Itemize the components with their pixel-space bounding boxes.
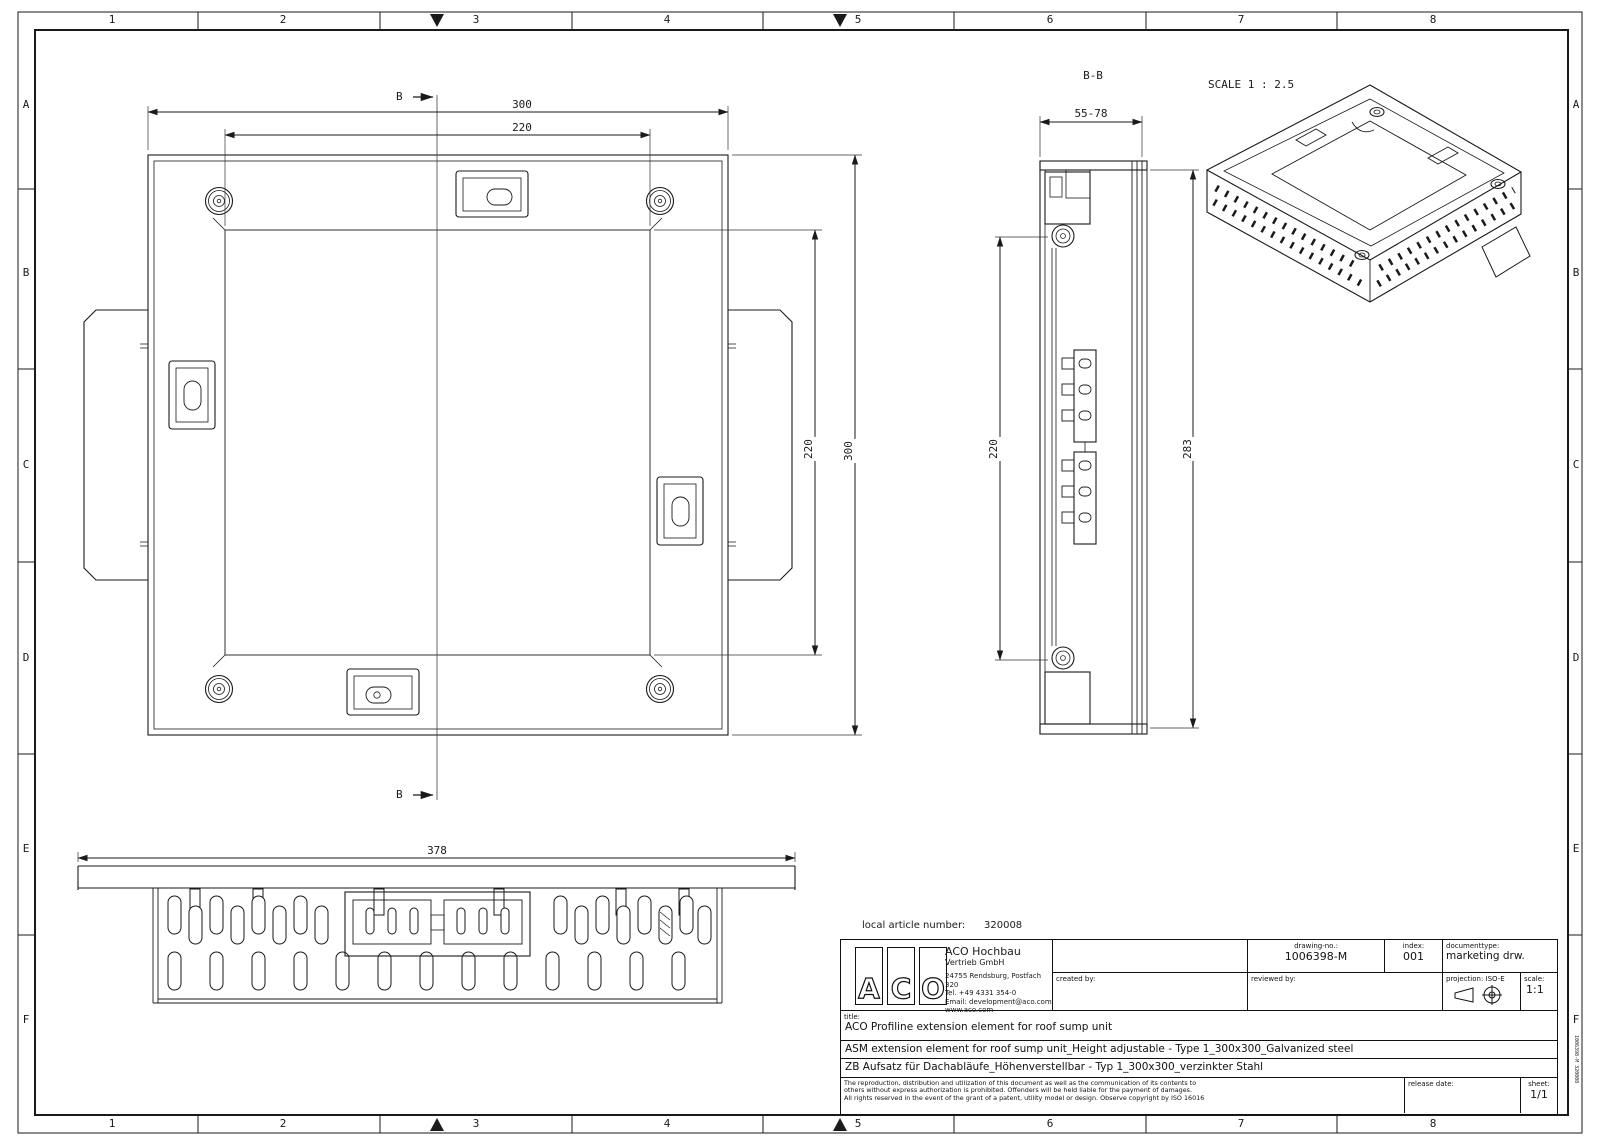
- section-arrows: [413, 97, 433, 795]
- dim-378-bottom: 378: [427, 844, 447, 857]
- col-label-top-2: 2: [279, 13, 287, 26]
- doctype-cell: [1443, 940, 1557, 973]
- bottom-view-perforations: [168, 889, 711, 990]
- right-tab: [657, 477, 703, 545]
- title-label: title:: [844, 1013, 861, 1021]
- col-label-bot-7: 7: [1237, 1117, 1245, 1130]
- projection-symbol-icon: [1452, 985, 1512, 1007]
- disclaimer-line-1: The reproduction, distribution and utilization of this document as well as the communication of its contents to: [844, 1079, 1197, 1087]
- plot-stamp: 1006398-M 320008: [1573, 1035, 1579, 1084]
- disclaimer-line-2: others without express authorization is prohibited. Offenders will be held liable for the payment of damages.: [844, 1086, 1192, 1095]
- section-title: B-B: [1083, 69, 1103, 82]
- iso-scale-note: SCALE 1 : 2.5: [1208, 78, 1295, 91]
- col-label-top-4: 4: [663, 13, 671, 26]
- section-dim-lines: [995, 116, 1199, 728]
- section-view: [1040, 161, 1147, 734]
- reviewed-by-label: reviewed by:: [1251, 975, 1296, 983]
- release-date-label: release date:: [1408, 1080, 1454, 1088]
- row-label-right-b: B: [1572, 266, 1580, 279]
- title-line-1: ACO Profiline extension element for roof sump unit: [845, 1021, 1113, 1033]
- doctype-label: documenttype:: [1446, 942, 1500, 950]
- row-label-right-c: C: [1572, 458, 1580, 471]
- drawing-no-cell: [1248, 940, 1385, 973]
- index-cell: [1385, 940, 1443, 973]
- col-label-top-7: 7: [1237, 13, 1245, 26]
- plan-dim-lines: [148, 106, 862, 735]
- row-label-left-e: E: [22, 842, 30, 855]
- aco-logo: [855, 947, 947, 1005]
- section-label-bottom: B: [396, 788, 403, 801]
- title-block: [840, 939, 1558, 1115]
- top-tab: [456, 171, 528, 217]
- company-cell: [841, 940, 1053, 1014]
- reviewed-by-cell: [1248, 973, 1443, 1011]
- left-flange: [84, 310, 148, 580]
- dim-220-section: 220: [987, 439, 1000, 459]
- article-number-label: local article number:: [862, 920, 966, 931]
- doctype-value: marketing drw.: [1446, 950, 1525, 962]
- iso-view: [1207, 85, 1530, 302]
- col-label-bot-3: 3: [472, 1117, 480, 1130]
- index-label: index:: [1402, 942, 1425, 950]
- company-address: ACO Hochbau Vertrieb GmbH 24755 Rendsburg, Postfach 320 Tel. +49 4331 354-0 Email: development@aco.com www.aco.com: [945, 945, 1052, 1014]
- release-date-cell: [1405, 1078, 1521, 1113]
- disclaimer-line-3: All rights reserved in the event of the grant of a patent, utility model or design. Observe copyright by ISO 16016: [844, 1093, 1205, 1102]
- row-label-right-d: D: [1572, 651, 1580, 664]
- col-label-top-3: 3: [472, 13, 480, 26]
- blank-cell: [1053, 940, 1248, 973]
- sheet-cell: [1521, 1078, 1557, 1113]
- title-row-2: [841, 1041, 1557, 1059]
- row-label-right-e: E: [1572, 842, 1580, 855]
- col-label-top-8: 8: [1429, 13, 1437, 26]
- scale-cell: [1521, 973, 1557, 1011]
- col-label-top-6: 6: [1046, 13, 1054, 26]
- dim-220-top: 220: [512, 121, 532, 134]
- title-line-3: ZB Aufsatz für Dachabläufe_Höhenverstellbar - Typ 1_300x300_verzinkter Stahl: [845, 1061, 1264, 1073]
- dim-220-right: 220: [802, 439, 815, 459]
- row-label-left-d: D: [22, 651, 30, 664]
- col-label-top-1: 1: [108, 13, 116, 26]
- created-by-label: created by:: [1056, 975, 1096, 983]
- logo-letter-a: A: [858, 972, 880, 1005]
- scale-label: scale:: [1524, 975, 1545, 983]
- dim-300-right: 300: [842, 441, 855, 461]
- index-value: 001: [1403, 950, 1424, 963]
- title-row-3: [841, 1059, 1557, 1078]
- screw-boss: [206, 188, 674, 703]
- title-row-1: [841, 1011, 1557, 1041]
- logo-letter-c: C: [890, 972, 912, 1005]
- dim-55-78: 55-78: [1074, 107, 1108, 120]
- dim-300-top: 300: [512, 98, 532, 111]
- left-tab: [169, 361, 215, 429]
- drawing-no-label: drawing-no.:: [1294, 942, 1338, 950]
- col-label-bot-2: 2: [279, 1117, 287, 1130]
- col-label-bot-8: 8: [1429, 1117, 1437, 1130]
- sheet-label: sheet:: [1528, 1080, 1550, 1088]
- col-label-bot-1: 1: [108, 1117, 116, 1130]
- col-label-top-5: 5: [854, 13, 862, 26]
- drawing-no-value: 1006398-M: [1284, 950, 1348, 963]
- projection-label: projection: ISO-E: [1446, 975, 1505, 983]
- sheet-value: 1/1: [1530, 1088, 1548, 1101]
- row-label-right-f: F: [1572, 1013, 1580, 1026]
- disclaimer-cell: [841, 1078, 1405, 1113]
- row-label-left-c: C: [22, 458, 30, 471]
- article-number-value: 320008: [984, 920, 1023, 931]
- col-label-bot-6: 6: [1046, 1117, 1054, 1130]
- scale-value: 1:1: [1526, 983, 1544, 996]
- company-name: ACO Hochbau: [945, 945, 1021, 958]
- bottom-tab: [347, 669, 419, 715]
- col-label-bot-5: 5: [854, 1117, 862, 1130]
- col-label-bot-4: 4: [663, 1117, 671, 1130]
- section-label-top: B: [396, 90, 403, 103]
- row-label-left-f: F: [22, 1013, 30, 1026]
- row-label-right-a: A: [1572, 98, 1580, 111]
- logo-letter-o: O: [921, 972, 945, 1005]
- projection-cell: [1443, 973, 1521, 1011]
- row-label-left-a: A: [22, 98, 30, 111]
- dim-283-section: 283: [1181, 439, 1194, 459]
- created-by-cell: [1053, 973, 1248, 1011]
- row-label-left-b: B: [22, 266, 30, 279]
- right-flange: [728, 310, 792, 580]
- title-line-2: ASM extension element for roof sump unit_Height adjustable - Type 1_300x300_Galvanized steel: [845, 1043, 1354, 1055]
- bottom-view: [78, 866, 795, 1003]
- plan-view: [84, 155, 792, 735]
